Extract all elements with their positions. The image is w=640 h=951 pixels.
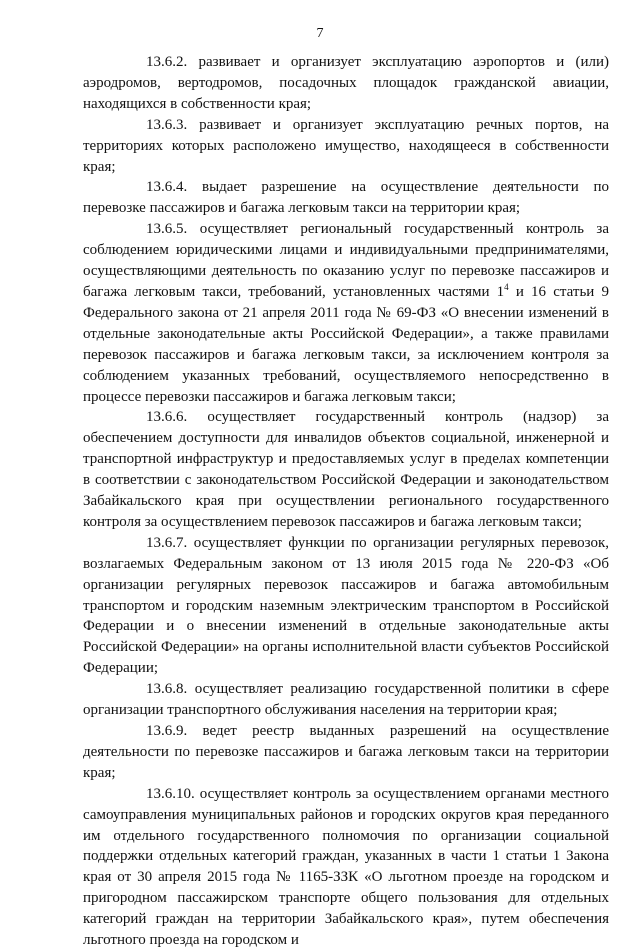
paragraph-13-6-5 [83, 219, 609, 407]
paragraph-number: 13.6.8. [146, 681, 188, 698]
paragraph-number: 13.6.9. [146, 723, 188, 739]
paragraph-text: осуществляет контроль за осуществлением органами местного самоуправления муниципальных районов и городских округов края переданного им отдельного государственного полномочия по организации социальной поддержки отдельных категорий граждан, указанных в части 1 статьи 1 Закона края от 30 апреля 2015 года № 1165-ЗЗК «О льготном проезде на городском и пригородном пассажирском транспорте общего пользования для отдельных категорий граждан на территории Забайкальского края», путем обеспечения льготного проезда на городском и [83, 785, 610, 949]
paragraph-13-6-3 [83, 115, 609, 178]
paragraph-text-part1: осуществляет региональный государственный контроль за соблюдением юридическими лицами и индивидуальными предпринимателями, осуществляющими деятельность по оказанию услуг по перевозке пассажиров и багажа легковым такси, требований, установленных частями 1 [83, 221, 609, 300]
paragraph-number: 13.6.2. [146, 54, 188, 70]
paragraph-number: 13.6.7. [146, 534, 188, 551]
paragraph-text: выдает разрешение на осуществление деятельности по перевозке пассажиров и багажа легковым такси на территории края; [83, 179, 609, 217]
paragraph-13-6-9 [83, 721, 609, 784]
paragraph-text: ведет реестр выданных разрешений на осуществление деятельности по перевозке пассажиров и багажа легковым такси на территории края; [83, 723, 609, 781]
paragraph-text: осуществляет государственный контроль (надзор) за обеспечением доступности для инвалидов объектов социальной, инженерной и транспортной инфраструктур и предоставляемых услуг в пределах компетенции в соответствии с законодательством Российской Федерации и законодательством Забайкальского края при осуществлении регионального государственного контроля за осуществлением перевозок пассажиров и багажа легковым такси; [83, 409, 609, 530]
paragraph-number: 13.6.4. [146, 179, 188, 196]
paragraph-text: осуществляет функции по организации регулярных перевозок, возлагаемых Федеральным законом от 13 июля 2015 года № 220-ФЗ «Об организации регулярных перевозок пассажиров и багажа автомобильным транспортом и городским наземным электрическим транспортом в Российской Федерации и о внесении изменений в отдельные законодательные акты Российской Федерации» на органы исполнительной власти субъектов Российской Федерации; [83, 534, 609, 677]
paragraph-13-6-7 [83, 533, 609, 679]
paragraph-13-6-8 [83, 679, 609, 721]
paragraph-text-part2: и 16 статьи 9 Федерального закона от 21 апреля 2011 года № 69-ФЗ «О внесении изменений в отдельные законодательные акты Российской Федерации», а также правилами перевозок пассажиров и багажа легковым такси, за исключением контроля за соблюдением указанных требований, осуществляемого непосредственно в процессе перевозки пассажиров и багажа легковым такси; [83, 283, 609, 405]
paragraph-13-6-4 [83, 177, 609, 219]
paragraph-text: осуществляет реализацию государственной политики в сфере организации транспортного обслуживания населения на территории края; [83, 681, 610, 719]
paragraph-number: 13.6.3. [146, 116, 188, 133]
page-number: 7 [316, 26, 324, 41]
paragraph-13-6-2 [83, 52, 609, 115]
paragraph-text: развивает и организует эксплуатацию аэропортов и (или) аэродромов, вертодромов, посадочных площадок гражданской авиации, находящихся в собственности края; [83, 54, 610, 112]
superscript-part-number: 4 [504, 281, 509, 292]
paragraph-13-6-10 [83, 784, 609, 951]
paragraph-number: 13.6.5. [146, 221, 188, 238]
paragraph-text: развивает и организует эксплуатацию речных портов, на территориях которых расположено имущество, находящееся в собственности края; [83, 116, 609, 175]
paragraph-number: 13.6.6. [146, 409, 188, 426]
paragraph-13-6-6 [83, 407, 609, 532]
paragraph-number: 13.6.10. [146, 785, 195, 802]
document-body [83, 52, 609, 951]
